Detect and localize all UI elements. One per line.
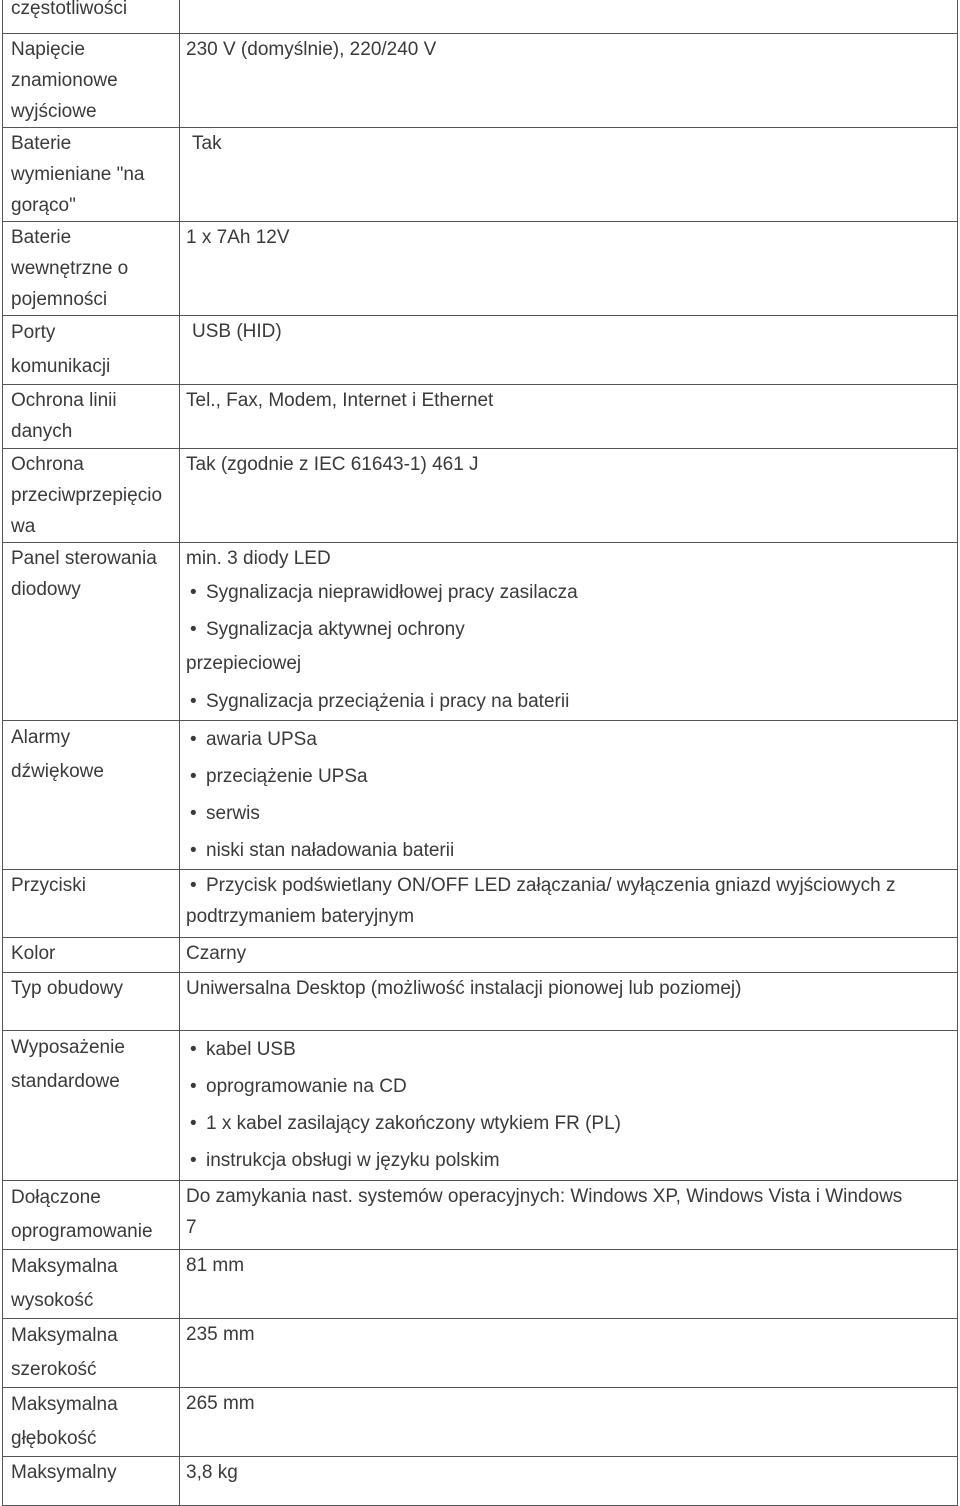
spec-row [3, 449, 958, 543]
bullet-text: niski stan naładowania baterii [206, 840, 455, 861]
bullet-icon: • [190, 840, 197, 861]
spec-label-cell [3, 1181, 180, 1250]
spec-value-text: 7 [186, 1217, 197, 1238]
spec-row [3, 0, 958, 34]
spec-label-text: Alarmy [11, 727, 71, 748]
spec-label-text: wewnętrzne o [11, 258, 129, 279]
spec-value-cell [180, 34, 958, 128]
bullet-item [186, 1031, 951, 1068]
spec-label-text: oprogramowanie [11, 1221, 153, 1242]
spec-label-cell [3, 1250, 180, 1319]
spec-label-cell [3, 449, 180, 543]
spec-value-text: 230 V (domyślnie), 220/240 V [186, 39, 437, 60]
spec-label-text: częstotliwości [11, 0, 128, 19]
spec-label-text: Maksymalna [11, 1256, 118, 1277]
spec-label-text: Przyciski [11, 875, 86, 896]
spec-value-cell [180, 543, 958, 721]
bullet-icon: • [190, 875, 197, 896]
bullet-text: Przycisk podświetlany ON/OFF LED załączania/ wyłączenia gniazd wyjściowych z [206, 875, 896, 896]
bullet-item [186, 721, 951, 758]
spec-row [3, 938, 958, 973]
spec-label-text: standardowe [11, 1071, 120, 1092]
spec-label-cell [3, 385, 180, 449]
spec-value-text: 81 mm [186, 1255, 245, 1276]
spec-value-text: min. 3 diody LED [186, 548, 331, 569]
spec-row [3, 1388, 958, 1457]
bullet-continuation-text: podtrzymaniem bateryjnym [186, 906, 415, 927]
spec-label-cell [3, 34, 180, 128]
spec-label-cell [3, 1031, 180, 1181]
bullet-item [186, 832, 951, 869]
spec-value-text: 1 x 7Ah 12V [186, 227, 290, 248]
spec-value-text: Tel., Fax, Modem, Internet i Ethernet [186, 390, 494, 411]
spec-label-text: pojemności [11, 289, 108, 310]
bullet-icon: • [190, 691, 197, 712]
bullet-icon: • [190, 729, 197, 750]
bullet-text: Sygnalizacja aktywnej ochrony [206, 619, 465, 640]
spec-label-text: Baterie [11, 133, 72, 154]
bullet-text: awaria UPSa [206, 729, 317, 750]
bullet-text: przeciążenie UPSa [206, 766, 368, 787]
bullet-icon: • [190, 766, 197, 787]
bullet-item [186, 1105, 951, 1142]
spec-value-cell [180, 1181, 958, 1250]
bullet-continuation-text: przepieciowej [186, 653, 302, 674]
bullet-item [186, 758, 951, 795]
spec-label-cell [3, 1319, 180, 1388]
spec-label-cell [3, 222, 180, 316]
spec-label-cell [3, 128, 180, 222]
spec-value-cell [180, 1388, 958, 1457]
spec-label-text: Wyposażenie [11, 1037, 125, 1058]
spec-label-text: dźwiękowe [11, 761, 104, 782]
spec-label-text: przeciwprzepięcio [11, 485, 163, 506]
bullet-text: instrukcja obsługi w języku polskim [206, 1150, 500, 1171]
bullet-item [186, 870, 951, 901]
bullet-icon: • [190, 1150, 197, 1171]
spec-label-text: Ochrona [11, 454, 84, 475]
bullet-icon: • [190, 619, 197, 640]
bullet-item [186, 1068, 951, 1105]
bullet-text: oprogramowanie na CD [206, 1076, 407, 1097]
spec-value-cell [180, 1319, 958, 1388]
spec-label-cell [3, 973, 180, 1031]
spec-row [3, 34, 958, 128]
spec-label-text: Baterie [11, 227, 72, 248]
spec-label-text: Kolor [11, 943, 56, 964]
spec-value-text: 3,8 kg [186, 1462, 238, 1483]
spec-value-text: USB (HID) [192, 321, 282, 342]
spec-value-cell [180, 0, 958, 34]
spec-row [3, 1181, 958, 1250]
spec-label-cell [3, 721, 180, 870]
spec-table-body [3, 0, 958, 1506]
bullet-icon: • [190, 1113, 197, 1134]
spec-row [3, 1250, 958, 1319]
spec-value-text: Tak (zgodnie z IEC 61643-1) 461 J [186, 454, 479, 475]
spec-label-text: diodowy [11, 579, 81, 600]
spec-value-cell [180, 449, 958, 543]
spec-value-cell [180, 1250, 958, 1319]
bullet-item [186, 795, 951, 832]
spec-row [3, 222, 958, 316]
bullet-item [186, 574, 951, 611]
spec-row [3, 973, 958, 1031]
spec-label-text: wymieniane "na [11, 164, 145, 185]
spec-label-text: Maksymalna [11, 1394, 118, 1415]
spec-value-cell [180, 316, 958, 385]
spec-row [3, 870, 958, 938]
spec-label-text: wyjściowe [11, 101, 97, 122]
spec-row [3, 128, 958, 222]
bullet-icon: • [190, 582, 197, 603]
spec-value-cell [180, 222, 958, 316]
spec-value-text: Do zamykania nast. systemów operacyjnych: Windows XP, Windows Vista i Windows [186, 1186, 903, 1207]
spec-label-cell [3, 316, 180, 385]
bullet-text: serwis [206, 803, 260, 824]
spec-label-text: komunikacji [11, 356, 111, 377]
spec-label-cell [3, 938, 180, 973]
spec-value-text: Czarny [186, 943, 247, 964]
spec-label-text: danych [11, 421, 73, 442]
spec-row [3, 1457, 958, 1506]
bullet-text: kabel USB [206, 1039, 296, 1060]
spec-label-cell [3, 543, 180, 721]
spec-label-cell [3, 870, 180, 938]
bullet-item [186, 611, 951, 648]
spec-label-cell [3, 1457, 180, 1506]
spec-value-cell [180, 128, 958, 222]
bullet-text: Sygnalizacja nieprawidłowej pracy zasilacza [206, 582, 578, 603]
spec-value-text: Tak [192, 133, 222, 154]
spec-row [3, 1319, 958, 1388]
spec-value-text: 235 mm [186, 1324, 255, 1345]
bullet-item [186, 683, 951, 720]
spec-value-cell [180, 870, 958, 938]
spec-value-text: 265 mm [186, 1393, 255, 1414]
spec-value-cell [180, 721, 958, 870]
spec-value-text: Uniwersalna Desktop (możliwość instalacji pionowej lub poziomej) [186, 978, 742, 999]
spec-label-text: Typ obudowy [11, 978, 123, 999]
spec-value-cell [180, 938, 958, 973]
bullet-text: Sygnalizacja przeciążenia i pracy na baterii [206, 691, 570, 712]
spec-row [3, 385, 958, 449]
spec-value-cell [180, 385, 958, 449]
bullet-text: 1 x kabel zasilający zakończony wtykiem FR (PL) [206, 1113, 621, 1134]
spec-row [3, 1031, 958, 1181]
bullet-icon: • [190, 1039, 197, 1060]
spec-label-text: gorąco" [11, 195, 76, 216]
spec-value-cell [180, 1031, 958, 1181]
bullet-item [186, 1142, 951, 1179]
spec-label-text: znamionowe [11, 70, 118, 91]
spec-label-text: Maksymalny [11, 1462, 117, 1483]
spec-label-text: Dołączone [11, 1187, 101, 1208]
spec-label-text: Panel sterowania [11, 548, 157, 569]
spec-label-text: głębokość [11, 1428, 97, 1449]
spec-label-cell [3, 0, 180, 34]
spec-label-text: wa [11, 516, 36, 537]
spec-label-text: wysokość [11, 1290, 94, 1311]
bullet-icon: • [190, 1076, 197, 1097]
spec-value-cell [180, 973, 958, 1031]
spec-row [3, 543, 958, 721]
spec-label-text: Ochrona linii [11, 390, 117, 411]
spec-value-cell [180, 1457, 958, 1506]
spec-label-cell [3, 1388, 180, 1457]
spec-table [2, 0, 958, 1506]
spec-row [3, 316, 958, 385]
spec-label-text: szerokość [11, 1359, 97, 1380]
spec-row [3, 721, 958, 870]
spec-label-text: Napięcie [11, 39, 85, 60]
bullet-icon: • [190, 803, 197, 824]
spec-label-text: Porty [11, 322, 56, 343]
spec-label-text: Maksymalna [11, 1325, 118, 1346]
